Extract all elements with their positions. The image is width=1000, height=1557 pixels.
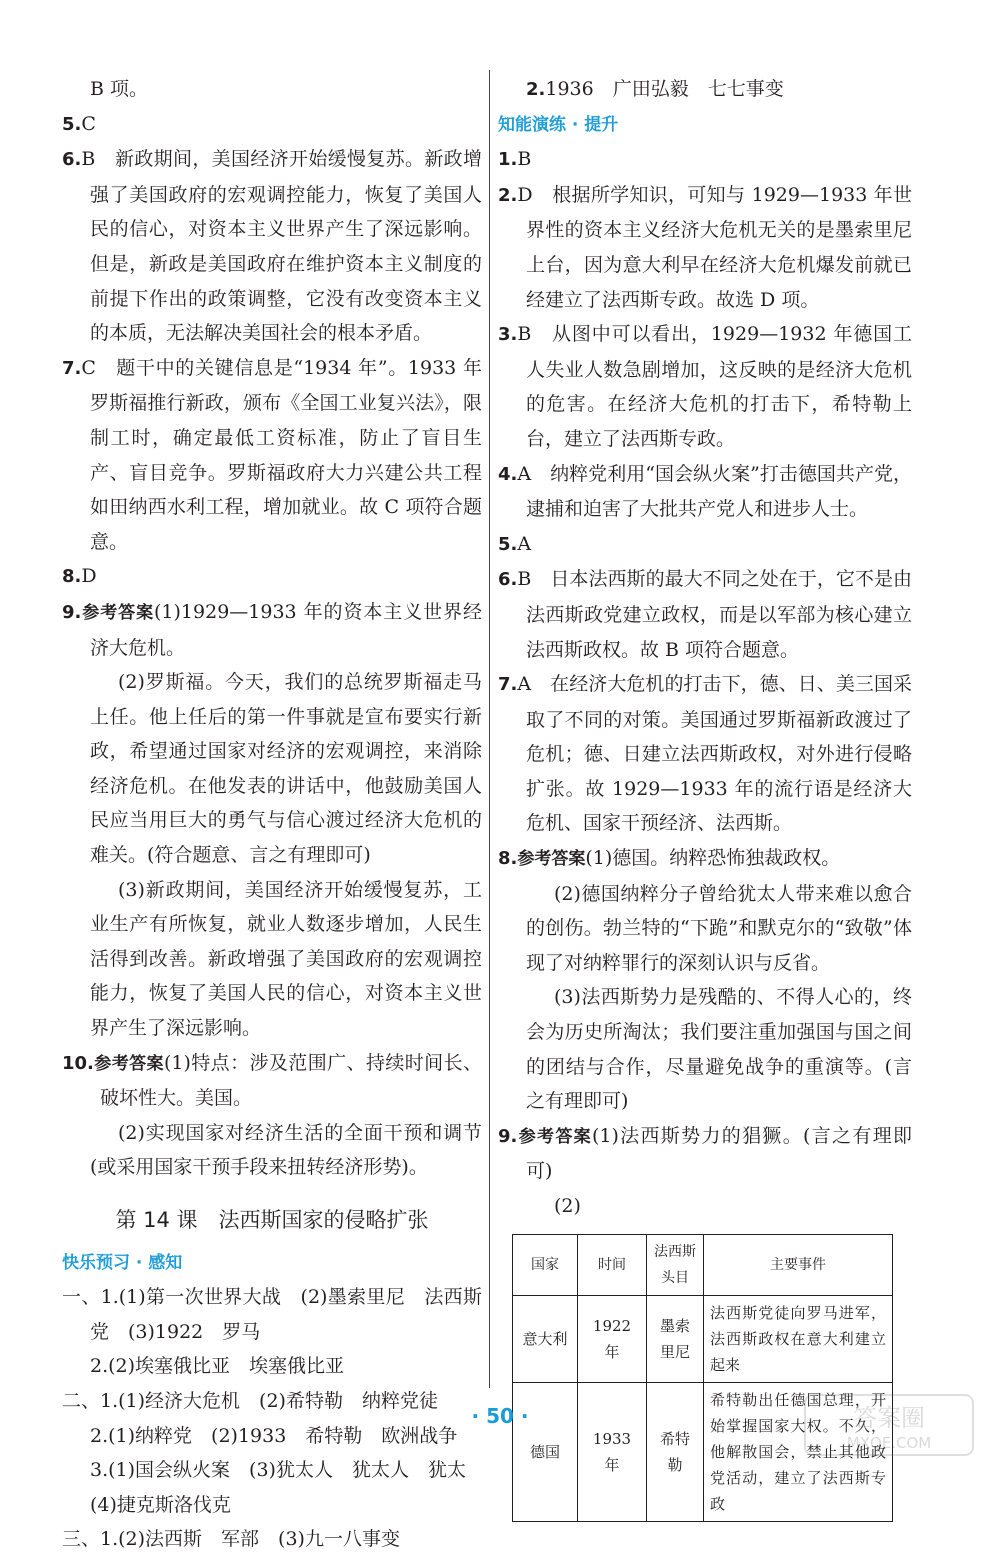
table-cell: 墨索里尼	[647, 1295, 704, 1382]
table-row	[513, 1295, 893, 1382]
table-header: 国家	[513, 1234, 578, 1295]
section-title-preview: 快乐预习 · 感知	[62, 1252, 183, 1273]
table-cell: 意大利	[513, 1295, 578, 1382]
answer-item-9-part-3: (3)新政期间，美国经济开始缓慢复苏，工业生产有所恢复，就业人数逐步增加，人民生活得到改善。新政增强了美国政府的宏观调控能力，恢复了美国人民的信心，对资本主义世界产生了深远影响。	[90, 878, 482, 1040]
practice-item-6: 6.B 日本法西斯的最大不同之处在于，它不是由法西斯政党建立政权，而是以军部为核心建立法西斯政权。故 B 项符合题意。	[498, 568, 912, 661]
table-header: 法西斯头目	[647, 1234, 704, 1295]
preview-line: 3.(1)国会纵火案 (3)犹太人 犹太人 犹太	[90, 1459, 466, 1482]
table-cell: 1933 年	[578, 1382, 647, 1521]
table-cell: 德国	[513, 1382, 578, 1521]
preview-line: 二、1.(1)经济大危机 (2)希特勒 纳粹党徒	[62, 1389, 438, 1412]
practice-item-9-part-2: (2)	[554, 1195, 581, 1217]
answer-item-7: 7.C 题干中的关键信息是“1934 年”。1933 年罗斯福推行新政，颁布《全国工业复兴法》，限制工时，确定最低工资标准，防止了盲目生产、盲目竞争。罗斯福政府大力兴建公共工程如田纳西水利工程，增加就业。故 C 项符合题意。	[62, 356, 482, 553]
watermark-text: 答案圈	[853, 1404, 925, 1432]
table-header: 主要事件	[704, 1234, 893, 1295]
watermark-logo	[804, 1394, 974, 1456]
section-title-practice: 知能演练 · 提升	[498, 114, 619, 135]
practice-item-1: 1.B	[498, 148, 532, 171]
answer-item-8: 8.D	[62, 565, 97, 588]
practice-item-8: 8.参考答案(1)德国。纳粹恐怖独裁政权。	[498, 847, 841, 870]
practice-item-8-part-3: (3)法西斯势力是残酷的、不得人心的，终会为历史所淘汰；我们要注重加强国与国之间的团结与合作，尽量避免战争的重演等。(言之有理即可)	[526, 986, 912, 1113]
table-header-row	[513, 1234, 893, 1295]
preview-line: (4)捷克斯洛伐克	[90, 1493, 231, 1516]
practice-item-2: 2.D 根据所学知识，可知与 1929—1933 年世界性的资本主义经济大危机无关的是墨索里尼上台，因为意大利早在经济大危机爆发前就已经建立了法西斯专政。故选 D 项。	[498, 183, 912, 311]
table-cell: 法西斯党徒向罗马进军，法西斯政权在意大利建立起来	[704, 1295, 893, 1382]
table-cell: 1922 年	[578, 1295, 647, 1382]
fascism-table	[512, 1234, 893, 1522]
answer-item-9: 9.参考答案(1)1929—1933 年的资本主义世界经济大危机。	[62, 600, 483, 659]
table-cell: 希特勒出任德国总理，开始掌握国家大权。不久，他解散国会，禁止其他政党活动，建立了法西斯专政	[704, 1382, 893, 1521]
preview-line: 三、1.(2)法西斯 军部 (3)九一八事变	[62, 1528, 400, 1551]
lesson-title: 第 14 课 法西斯国家的侵略扩张	[115, 1208, 429, 1232]
preview-line: 2.(2)埃塞俄比亚 埃塞俄比亚	[90, 1355, 345, 1378]
table-header: 时间	[578, 1234, 647, 1295]
left-column	[62, 72, 482, 1557]
table-cell: 希特勒	[647, 1382, 704, 1521]
answer-item-5: 5.C	[62, 112, 96, 135]
preview-line: 2.(1)纳粹党 (2)1933 希特勒 欧洲战争	[90, 1424, 458, 1447]
answer-item-9-part-2: (2)罗斯福。今天，我们的总统罗斯福走马上任。他上任后的第一件事就是宣布要实行新政，希望通过国家对经济的宏观调控，来消除经济危机。在他发表的讲话中，他鼓励美国人民应当用巨大的勇气与信心渡过经济大危机的难关。(符合题意、言之有理即可)	[90, 671, 482, 867]
answer-item-6: 6.B 新政期间，美国经济开始缓慢复苏。新政增强了美国政府的宏观调控能力，恢复了美国人民的信心，对资本主义世界产生了深远影响。但是，新政是美国政府在维护资本主义制度的前提下作出的政策调整，它没有改变资本主义的本质，无法解决美国社会的根本矛盾。	[62, 148, 482, 345]
watermark-url: MXQE.COM	[846, 1434, 932, 1452]
practice-item-7: 7.A 在经济大危机的打击下，德、日、美三国采取了不同的对策。美国通过罗斯福新政渡过了危机；德、日建立法西斯政权，对外进行侵略扩张。故 1929—1933 年的流行语是经济大危机、国家干预经济、法西斯。	[498, 673, 912, 835]
preview-line: 一、1.(1)第一次世界大战 (2)墨索里尼 法西斯党 (3)1922 罗马	[62, 1286, 482, 1343]
answer-item-10-part-2: (2)实现国家对经济生活的全面干预和调节(或采用国家干预手段来扭转经济形势)。	[90, 1121, 482, 1179]
answer-line: 2.1936 广田弘毅 七七事变	[526, 78, 784, 100]
column-divider	[489, 70, 490, 1388]
answer-line: B 项。	[90, 78, 149, 100]
answer-item-10: 10.参考答案(1)特点：涉及范围广、持续时间长、破坏性大。美国。	[62, 1051, 482, 1110]
page-number: · 50 ·	[471, 1404, 529, 1428]
practice-item-9: 9.参考答案(1)法西斯势力的猖獗。(言之有理即可)	[498, 1124, 913, 1183]
practice-item-8-part-2: (2)德国纳粹分子曾给犹太人带来难以愈合的创伤。勃兰特的“下跪”和默克尔的“致敬”体现了对纳粹罪行的深刻认识与反省。	[526, 882, 912, 974]
practice-item-4: 4.A 纳粹党利用“国会纵火案”打击德国共产党，逮捕和迫害了大批共产党人和进步人士。	[498, 462, 912, 521]
right-column	[498, 72, 912, 1522]
practice-item-5: 5.A	[498, 532, 532, 555]
practice-item-3: 3.B 从图中可以看出，1929—1932 年德国工人失业人数急剧增加，这反映的是经济大危机的危害。在经济大危机的打击下，希特勒上台，建立了法西斯专政。	[498, 323, 912, 450]
